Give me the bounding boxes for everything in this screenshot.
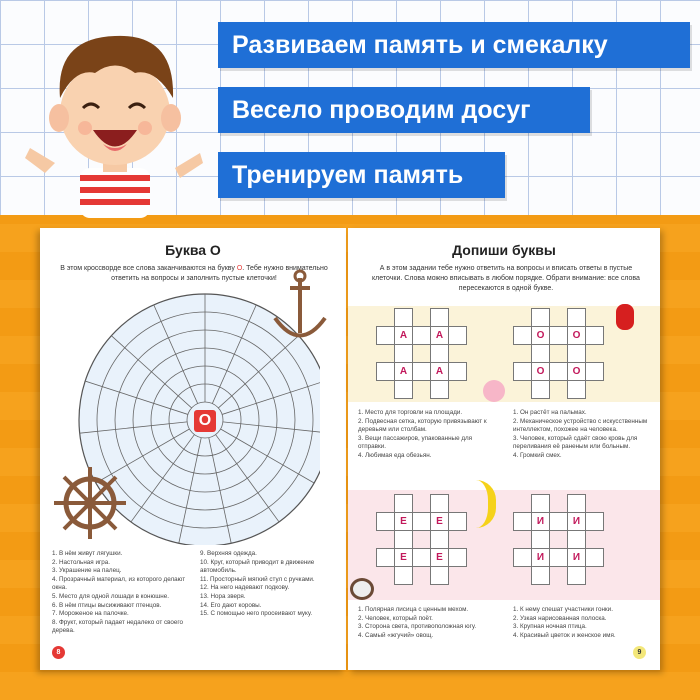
crossword-grid-i (513, 494, 608, 589)
crossword-cell[interactable]: О (531, 326, 550, 345)
crossword-cell[interactable] (549, 362, 568, 381)
question-item: 15. С помощью него просеивают муку. (200, 610, 313, 618)
crossword-cell[interactable] (376, 326, 395, 345)
crossword-cell[interactable] (567, 494, 586, 513)
intro-letter: О (236, 265, 243, 272)
crossword-cell[interactable]: А (430, 326, 449, 345)
question-item: 2. Узкая нарисованная полоска. (513, 614, 607, 622)
crossword-cell[interactable]: А (394, 362, 413, 381)
question-item: 10. Круг, который приводит в движение автомобиль. (200, 558, 315, 575)
crossword-cell[interactable] (513, 512, 532, 531)
banner-train-memory: Тренируем память (218, 152, 505, 198)
crossword-cell[interactable]: О (567, 326, 586, 345)
crossword-cell[interactable] (394, 530, 413, 549)
crossword-cell[interactable] (513, 548, 532, 567)
crossword-cell[interactable] (394, 308, 413, 327)
crossword-cell[interactable] (376, 362, 395, 381)
crossword-cell[interactable] (448, 512, 467, 531)
crossword-cell[interactable] (412, 548, 431, 567)
crossword-cell[interactable]: О (567, 362, 586, 381)
crossword-cell[interactable] (531, 308, 550, 327)
crossword-cell[interactable] (448, 548, 467, 567)
flower-icon (483, 380, 505, 402)
crossword-cell[interactable]: И (567, 548, 586, 567)
crossword-cell[interactable] (448, 362, 467, 381)
question-item: 2. Механическое устройство с искусственным интеллектом, похожее на человека. (513, 417, 648, 434)
questions-o (513, 409, 653, 461)
crossword-cell[interactable]: А (430, 362, 449, 381)
crossword-cell[interactable] (531, 494, 550, 513)
crossword-cell[interactable] (430, 344, 449, 363)
crossword-cell[interactable] (412, 326, 431, 345)
page-intro: А в этом задании тебе нужно ответить на вопросы и вписать ответы в пустые клеточки. Слова можно вписывать в любом порядке. Обрати внимание: все слова пересекаются в одной букве. (372, 265, 640, 292)
crossword-cell[interactable]: О (531, 362, 550, 381)
crossword-cell[interactable] (585, 512, 604, 531)
page-number: 8 (52, 646, 65, 659)
question-item: 5. Место для одной лошади в конюшне. (52, 592, 169, 600)
crossword-cell[interactable] (430, 494, 449, 513)
crossword-cell[interactable] (531, 380, 550, 399)
crossword-cell[interactable] (394, 380, 413, 399)
crossword-cell[interactable]: И (567, 512, 586, 531)
crossword-cell[interactable] (513, 326, 532, 345)
questions-column-1 (52, 550, 197, 636)
crossword-cell[interactable] (567, 344, 586, 363)
crossword-cell[interactable]: Е (394, 512, 413, 531)
crossword-cell[interactable] (412, 362, 431, 381)
ship-wheel-icon (50, 463, 130, 543)
question-item: 4. Прозрачный материал, из которого делают окна. (52, 575, 186, 592)
crossword-cell[interactable] (394, 344, 413, 363)
question-item: 1. Место для торговли на площади. (358, 409, 463, 416)
questions-e (358, 606, 503, 640)
questions-a (358, 409, 498, 461)
question-item: 6. В нём птицы высиживают птенцов. (52, 601, 162, 609)
question-item: 14. Его дают коровы. (200, 601, 262, 609)
crossword-cell[interactable] (567, 380, 586, 399)
questions-column-2 (200, 550, 340, 619)
crossword-cell[interactable]: А (394, 326, 413, 345)
crossword-cell[interactable] (585, 362, 604, 381)
crossword-cell[interactable] (549, 548, 568, 567)
right-page (348, 228, 660, 670)
question-item: 3. Крупная ночная птица. (513, 623, 587, 631)
crossword-grid-a (376, 308, 471, 403)
question-item: 1. В нём живут лягушки. (52, 550, 123, 557)
crossword-cell[interactable]: И (531, 548, 550, 567)
question-item: 4. Самый «жгучий» овощ. (358, 631, 434, 639)
crossword-cell[interactable] (412, 512, 431, 531)
question-item: 3. Украшение на палец. (52, 567, 122, 575)
crossword-cell[interactable]: И (531, 512, 550, 531)
crossword-cell[interactable] (531, 566, 550, 585)
crossword-grid-o (513, 308, 608, 403)
questions-i (513, 606, 653, 640)
pepper-icon (616, 304, 634, 330)
crossword-cell[interactable]: Е (430, 512, 449, 531)
question-item: 12. На него надевают подкову. (200, 584, 290, 592)
crossword-cell[interactable] (585, 326, 604, 345)
crossword-cell[interactable] (585, 548, 604, 567)
coconut-icon (350, 578, 374, 600)
crossword-cell[interactable] (430, 566, 449, 585)
question-item: 1. Он растёт на пальмах. (513, 409, 587, 416)
question-item: 3. Человек, который сдаёт свою кровь для переливания её раненым или больным. (513, 434, 638, 451)
anchor-icon (265, 268, 335, 348)
question-item: 3. Сторона света, противоположная югу. (358, 623, 477, 631)
intro-text: В этом кроссворде все слова заканчиваются на букву (60, 265, 237, 272)
crossword-cell[interactable] (531, 344, 550, 363)
question-item: 2. Настольная игра. (52, 558, 111, 566)
crossword-cell[interactable] (567, 566, 586, 585)
left-page (40, 228, 346, 670)
question-item: 4. Громкий смех. (513, 451, 562, 459)
crossword-cell[interactable] (448, 326, 467, 345)
question-item: 2. Человек, который поёт. (358, 614, 433, 622)
crossword-cell[interactable] (567, 530, 586, 549)
cartoon-boy-illustration (25, 18, 205, 218)
page-number: 9 (633, 646, 646, 659)
crossword-cell[interactable] (549, 326, 568, 345)
question-item: 1. Полярная лисица с ценным мехом. (358, 606, 469, 613)
question-item: 4. Красивый цветок и женское имя. (513, 631, 616, 639)
center-letter-cell: О (194, 410, 216, 432)
question-item: 1. К нему спешат участники гонки. (513, 606, 613, 613)
crossword-cell[interactable] (549, 512, 568, 531)
page-title: Буква О (165, 242, 221, 258)
question-item: 2. Подвесная сетка, которую привязывают к деревьям или столбам. (358, 417, 487, 434)
crossword-cell[interactable] (430, 308, 449, 327)
crossword-cell[interactable] (394, 566, 413, 585)
crossword-cell[interactable] (430, 380, 449, 399)
crossword-cell[interactable]: Е (394, 548, 413, 567)
crossword-cell[interactable]: Е (430, 548, 449, 567)
crossword-cell[interactable] (376, 548, 395, 567)
crossword-cell[interactable] (531, 530, 550, 549)
question-item: 8. Фрукт, который падает недалеко от своего дерева. (52, 618, 184, 635)
crossword-cell[interactable] (376, 512, 395, 531)
intro-text: . Тебе нужно внимательно ответить на вопросы и заполнить пустые клеточки! (111, 265, 328, 282)
question-item: 13. Нора зверя. (200, 592, 246, 600)
banner-develop-memory: Развиваем память и смекалку (218, 22, 690, 68)
crossword-cell[interactable] (567, 308, 586, 327)
question-item: 3. Вещи пассажиров, упакованные для отправки. (358, 434, 473, 451)
question-item: 7. Мороженое на палочке. (52, 610, 129, 618)
crossword-grid-e (376, 494, 471, 589)
page-title: Допиши буквы (452, 242, 556, 258)
crossword-cell[interactable] (394, 494, 413, 513)
question-item: 11. Просторный мягкий стул с ручками. (200, 575, 315, 583)
banner-fun-leisure: Весело проводим досуг (218, 87, 590, 133)
crossword-cell[interactable] (430, 530, 449, 549)
crossword-cell[interactable] (513, 362, 532, 381)
question-item: 4. Любимая еда обезьян. (358, 451, 432, 459)
question-item: 9. Верхняя одежда. (200, 550, 257, 557)
